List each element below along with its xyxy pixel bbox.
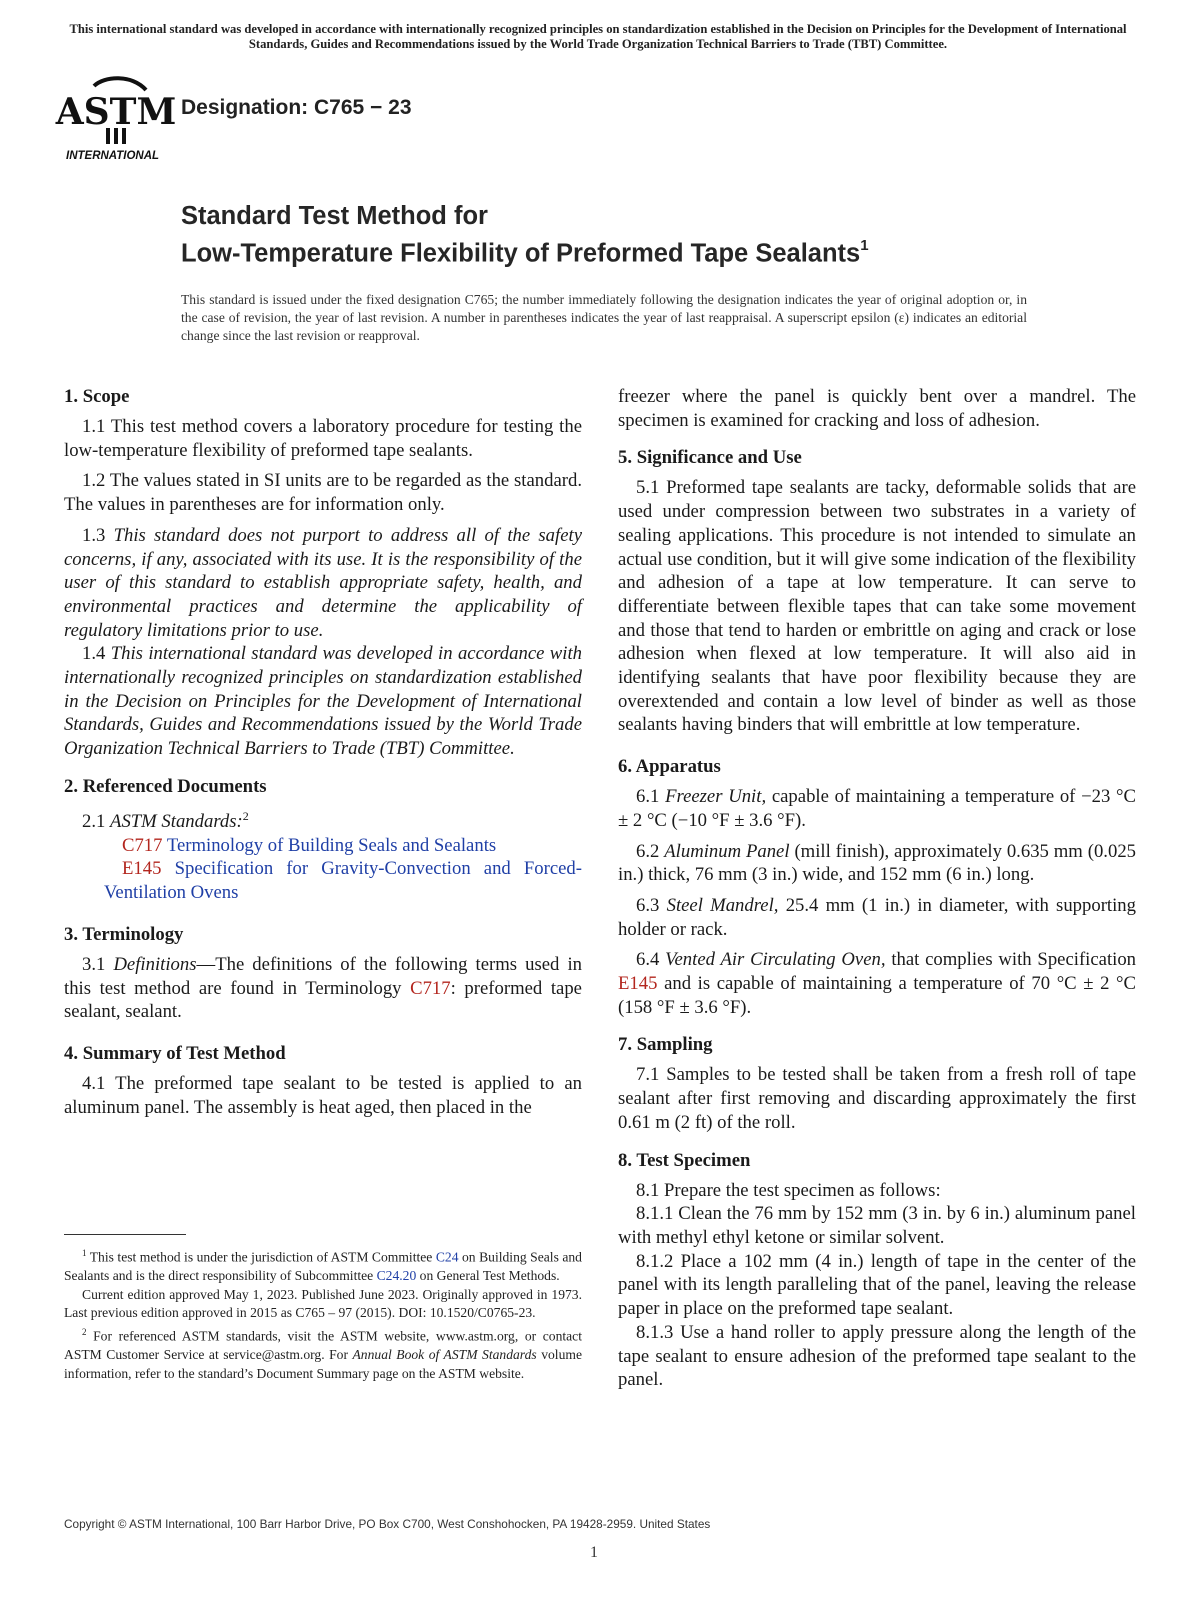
para-4-1: 4.1 The preformed tape sealant to be tested is applied to an aluminum panel. The assembly is heat aged, then placed in the	[64, 1073, 582, 1118]
title-line-2	[181, 232, 869, 270]
para-6-4: 6.4 Vented Air Circulating Oven, that complies with Specification E145 and is capable of maintaining a temperature of 70 °C ± 2 °C (158 °F ± 3.6 °F).	[618, 949, 1137, 1018]
para-8-1: 8.1 Prepare the test specimen as follows:	[636, 1179, 941, 1201]
para-6-1: 6.1 Freezer Unit, capable of maintaining a temperature of −23 °C ± 2 °C (−10 °F ± 3.6 °F).	[618, 786, 1136, 831]
section-heading-significance: 5. Significance and Use	[618, 447, 802, 469]
footnote-2: $^2$ For referenced ASTM standards, visit the ASTM website, www.astm.org, or contact ASTM Customer Service at service@astm.org. For Annual Book of ASTM Standards volume information, refer to the standard’s Document Summary page on the ASTM website.	[64, 1326, 582, 1381]
section-heading-apparatus: 6. Apparatus	[618, 756, 721, 778]
section-heading-summary: 4. Summary of Test Method	[64, 1043, 286, 1064]
title-main: Low-Temperature Flexibility of Preformed Tape Sealants	[181, 239, 861, 268]
link-e145[interactable]: E145	[618, 973, 658, 995]
top-notice: This international standard was developed in accordance with internationally recognized principles on standardization established in the Decision on Principles for the Development of International Standards, Guides and Recommendations issued by the World Trade Organization Technical Barriers to Trade (TBT) Committee.	[69, 22, 1127, 51]
ref-e145[interactable]: E145 Specification for Gravity-Convection and Forced-Ventilation Ovens	[104, 858, 582, 904]
para-8-1-3: 8.1.3 Use a hand roller to apply pressure along the length of the tape sealant to ensure adhesion of the preformed tape sealant to the panel.	[618, 1321, 1136, 1391]
section-heading-referenced-documents: 2. Referenced Documents	[64, 775, 267, 797]
document-title	[181, 200, 869, 270]
title-line-1: Standard Test Method for	[181, 202, 488, 230]
astm-logo-icon	[55, 72, 177, 164]
para-1-2: 1.2 The values stated in SI units are to be regarded as the standard. The values in parentheses are for information only.	[64, 470, 582, 516]
issuance-note: This standard is issued under the fixed designation C765; the number immediately following the designation indicates the year of original adoption or, in the case of revision, the year of last revision. A number in parentheses indicates the year of last reappraisal. A superscript epsilon (ε) indicates an editorial change since the last revision or reapproval.	[181, 292, 1027, 343]
designation: Designation: C765 − 23	[181, 96, 412, 119]
section-heading-terminology: 3. Terminology	[64, 923, 184, 945]
footnote-1: $^1$ This test method is under the jurisdiction of ASTM Committee C24 on Building Seals and Sealants and is the direct responsibility of Subcommittee C24.20 on General Test Methods.	[64, 1248, 582, 1284]
ref-c717[interactable]: C717 Terminology of Building Seals and Sealants	[122, 834, 497, 856]
para-1-3: 1.3 This standard does not purport to address all of the safety concerns, if any, associated with its use. It is the responsibility of the user of this standard to establish appropriate safety, health, and environmental practices and determine the applicability of regulatory limitations prior to use.	[64, 524, 582, 641]
right-column	[618, 385, 1136, 1392]
link-c717[interactable]: C717	[410, 977, 451, 999]
copyright: Copyright © ASTM International, 100 Barr Harbor Drive, PO Box C700, West Conshohocken, PA 19428-2959. United States	[64, 1517, 711, 1531]
para-8-1-1: 8.1.1 Clean the 76 mm by 152 mm (3 in. by 6 in.) aluminum panel with methyl ethyl ketone or similar solvent.	[618, 1203, 1136, 1248]
section-heading-sampling: 7. Sampling	[618, 1034, 713, 1056]
link-c24-20[interactable]: C24.20	[376, 1268, 417, 1284]
para-6-3: 6.3 Steel Mandrel, 25.4 mm (1 in.) in diameter, with supporting holder or rack.	[618, 894, 1136, 940]
para-2-1: 2.1 ASTM Standards:$^2$	[82, 808, 249, 833]
para-7-1: 7.1 Samples to be tested shall be taken from a fresh roll of tape sealant after first removing and discarding approximately the first 0.61 m (2 ft) of the roll.	[618, 1064, 1136, 1133]
footnotes	[64, 1244, 582, 1383]
para-4-1-continued: freezer where the panel is quickly bent over a mandrel. The specimen is examined for cracking and loss of adhesion.	[618, 386, 1136, 431]
title-footnote-marker: 1	[860, 237, 869, 254]
section-heading-test-specimen: 8. Test Specimen	[618, 1149, 751, 1171]
left-column	[64, 385, 582, 1119]
page-number: 1	[590, 1544, 598, 1561]
footnote-divider	[64, 1234, 186, 1235]
para-1-4: 1.4 This international standard was developed in accordance with internationally recognized principles on standardization established in the Decision on Principles for the Development of International Standards, Guides and Recommendations issued by the World Trade Organization Technical Barriers to Trade (TBT) Committee.	[64, 643, 582, 760]
logo-letters: ASTM	[55, 91, 177, 133]
footnote-1-edition: Current edition approved May 1, 2023. Published June 2023. Originally approved in 1973. Last previous edition approved in 2015 as C765 – 97 (2015). DOI: 10.1520/C0765-23.	[64, 1286, 582, 1321]
para-6-2: 6.2 Aluminum Panel (mill finish), approximately 0.635 mm (0.025 in.) thick, 76 mm (3 in.) wide, and 152 mm (6 in.) long.	[618, 840, 1137, 886]
section-heading-scope: 1. Scope	[64, 386, 130, 407]
para-5-1: 5.1 Preformed tape sealants are tacky, deformable solids that are used under compression between two substrates in a variety of sealing applications. This procedure is not intended to simulate an actual use condition, but it will give some indication of the flexibility and adhesion of a tape at low temperature. It can serve to differentiate between flexible tapes that can take some movement and those that tend to harden or embrittle on aging and crack or lose adhesion when flexed at low temperature. It will also aid in identifying sealants that have poor flexibility because they are overextended and contain a low level of binder as well as those sealants having binders that will embrittle at low temperature.	[618, 477, 1136, 736]
para-8-1-2: 8.1.2 Place a 102 mm (4 in.) length of tape in the center of the panel with its length paralleling that of the panel, leaving the release paper in place on the preformed tape sealant.	[618, 1250, 1136, 1320]
para-3-1: 3.1 Definitions—The definitions of the following terms used in this test method are found in Terminology C717: preformed tape sealant, sealant.	[64, 953, 582, 1023]
para-1-1: 1.1 This test method covers a laboratory procedure for testing the low-temperature flexibility of preformed tape sealants.	[64, 416, 582, 461]
astm-logo	[55, 72, 177, 164]
logo-org: INTERNATIONAL	[66, 150, 160, 162]
link-c24[interactable]: C24	[435, 1249, 459, 1265]
